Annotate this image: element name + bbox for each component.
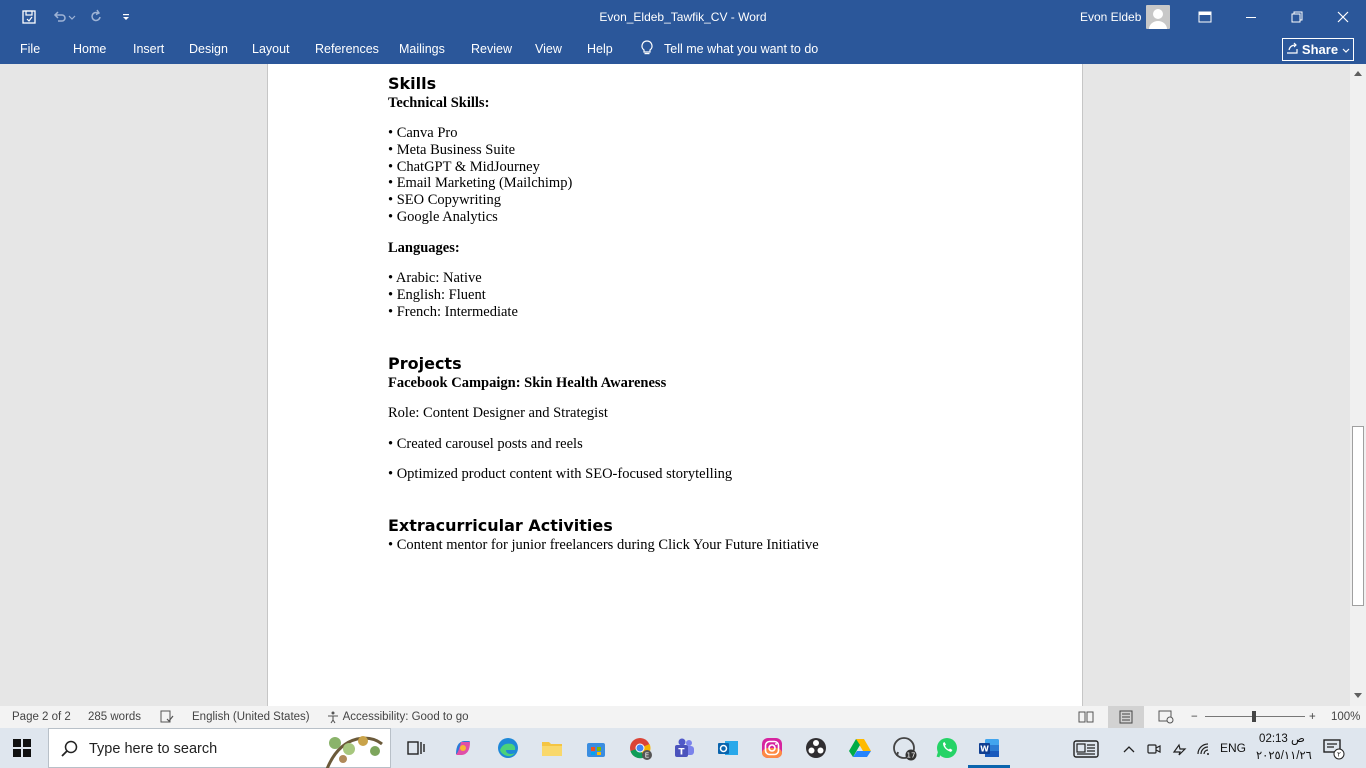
projects-heading: Projects [388,354,462,373]
languages-label: Languages: [388,240,460,256]
windows-start-icon[interactable] [13,739,31,760]
share-icon [1286,42,1298,57]
tab-design[interactable]: Design [189,42,228,56]
list-item: • Arabic: Native [388,270,482,286]
accessibility-status[interactable] [326,706,468,728]
tab-layout[interactable]: Layout [252,42,290,56]
vertical-scrollbar[interactable] [1350,64,1366,706]
obs-studio-icon[interactable] [804,736,828,760]
wifi-icon[interactable] [1196,728,1212,768]
tab-insert[interactable]: Insert [133,42,165,56]
zoom-in-button[interactable]: + [1309,711,1316,723]
user-name[interactable]: Evon Eldeb [1080,10,1142,24]
system-clock[interactable] [1256,731,1312,765]
list-item: • English: Fluent [388,287,486,303]
copilot-icon[interactable] [451,736,475,760]
tab-review[interactable]: Review [471,42,512,56]
document-page[interactable] [267,64,1083,706]
word-count[interactable]: 285 words [88,711,142,723]
proofing-icon[interactable] [160,706,174,728]
title-separator: - [727,10,739,24]
ribbon-tabs [0,34,1366,64]
whatsapp-badge: 17 [906,751,916,760]
tell-me-label: Tell me what you want to do [664,42,819,56]
svg-text:W: W [980,744,989,754]
print-layout-icon[interactable] [1108,706,1144,728]
read-mode-icon[interactable] [1078,706,1094,728]
scroll-thumb[interactable] [1352,426,1364,606]
search-highlight-icon [317,729,387,768]
lightbulb-icon [640,40,654,59]
share-label: Share [1301,42,1339,57]
technical-skills-label: Technical Skills: [388,95,490,111]
ribbon-display-options-icon[interactable] [1182,0,1228,34]
restore-icon[interactable] [1274,0,1320,34]
teams-icon[interactable] [672,736,696,760]
status-bar [0,706,1366,728]
zoom-out-button[interactable]: − [1191,711,1198,723]
chrome-icon[interactable] [628,736,652,760]
list-item: • Created carousel posts and reels [388,436,583,452]
document-name: Evon_Eldeb_Tawfik_CV [599,10,728,24]
list-item: • Content mentor for junior freelancers during Click Your Future Initiative [388,537,819,553]
share-button[interactable] [1282,38,1354,61]
scroll-up-icon[interactable] [1350,65,1366,81]
accessibility-icon [326,711,340,723]
taskbar [0,728,1366,768]
list-item: • Email Marketing (Mailchimp) [388,175,573,191]
scroll-down-icon[interactable] [1350,688,1366,704]
page-count[interactable]: Page 2 of 2 [12,711,71,723]
search-icon [61,740,79,761]
avatar[interactable] [1146,5,1170,29]
edge-icon[interactable] [496,736,520,760]
whatsapp-business-icon[interactable] [892,736,916,760]
tab-references[interactable]: References [315,42,379,56]
notification-badge: ٢ [1337,750,1341,759]
title-bar [0,0,1366,34]
outlook-icon[interactable] [716,736,740,760]
news-widget-icon[interactable] [1073,728,1099,768]
tab-file[interactable]: File [20,42,41,56]
battery-charging-icon[interactable] [1172,728,1188,768]
tab-home[interactable]: Home [73,42,107,56]
whatsapp-icon[interactable] [935,736,959,760]
chevron-down-icon [1342,42,1350,57]
input-language[interactable]: ENG [1220,741,1247,755]
svg-text:T: T [678,747,685,758]
taskbar-search-box[interactable] [48,728,391,768]
web-layout-icon[interactable] [1158,706,1174,728]
app-name: Word [738,10,767,24]
notifications-icon[interactable] [1322,728,1346,768]
task-view-icon[interactable] [404,736,428,760]
extracurricular-heading: Extracurricular Activities [388,516,613,535]
document-area[interactable] [0,64,1350,706]
file-explorer-icon[interactable] [540,736,564,760]
tab-help[interactable]: Help [587,42,613,56]
skills-heading: Skills [388,74,437,93]
clock-time: ص 02:13 [1259,733,1305,745]
microsoft-store-icon[interactable] [584,736,608,760]
chrome-profile-badge: E [644,751,650,760]
list-item: • ChatGPT & MidJourney [388,159,540,175]
clock-date: ٢٠٢٥/١١/٢٦ [1256,750,1312,762]
close-icon[interactable] [1320,0,1366,34]
zoom-slider-thumb[interactable] [1252,711,1256,722]
list-item: • SEO Copywriting [388,192,502,208]
minimize-icon[interactable] [1228,0,1274,34]
word-icon[interactable] [977,736,1001,760]
list-item: • Optimized product content with SEO-focused storytelling [388,466,733,482]
project-role: Role: Content Designer and Strategist [388,405,608,421]
list-item: • French: Intermediate [388,304,518,320]
tray-overflow-icon[interactable] [1123,728,1135,768]
zoom-level[interactable]: 100% [1331,711,1361,723]
search-placeholder: Type here to search [89,741,218,757]
project-title: Facebook Campaign: Skin Health Awareness [388,375,667,391]
list-item: • Google Analytics [388,209,498,225]
list-item: • Meta Business Suite [388,142,516,158]
google-drive-icon[interactable] [848,736,872,760]
tell-me-search[interactable] [640,34,818,64]
list-item: • Canva Pro [388,125,458,141]
meet-now-icon[interactable] [1147,728,1161,768]
instagram-icon[interactable] [760,736,784,760]
tab-view[interactable]: View [535,42,562,56]
tab-mailings[interactable]: Mailings [399,42,445,56]
language-status[interactable]: English (United States) [192,711,310,723]
accessibility-label: Accessibility: Good to go [342,711,469,723]
